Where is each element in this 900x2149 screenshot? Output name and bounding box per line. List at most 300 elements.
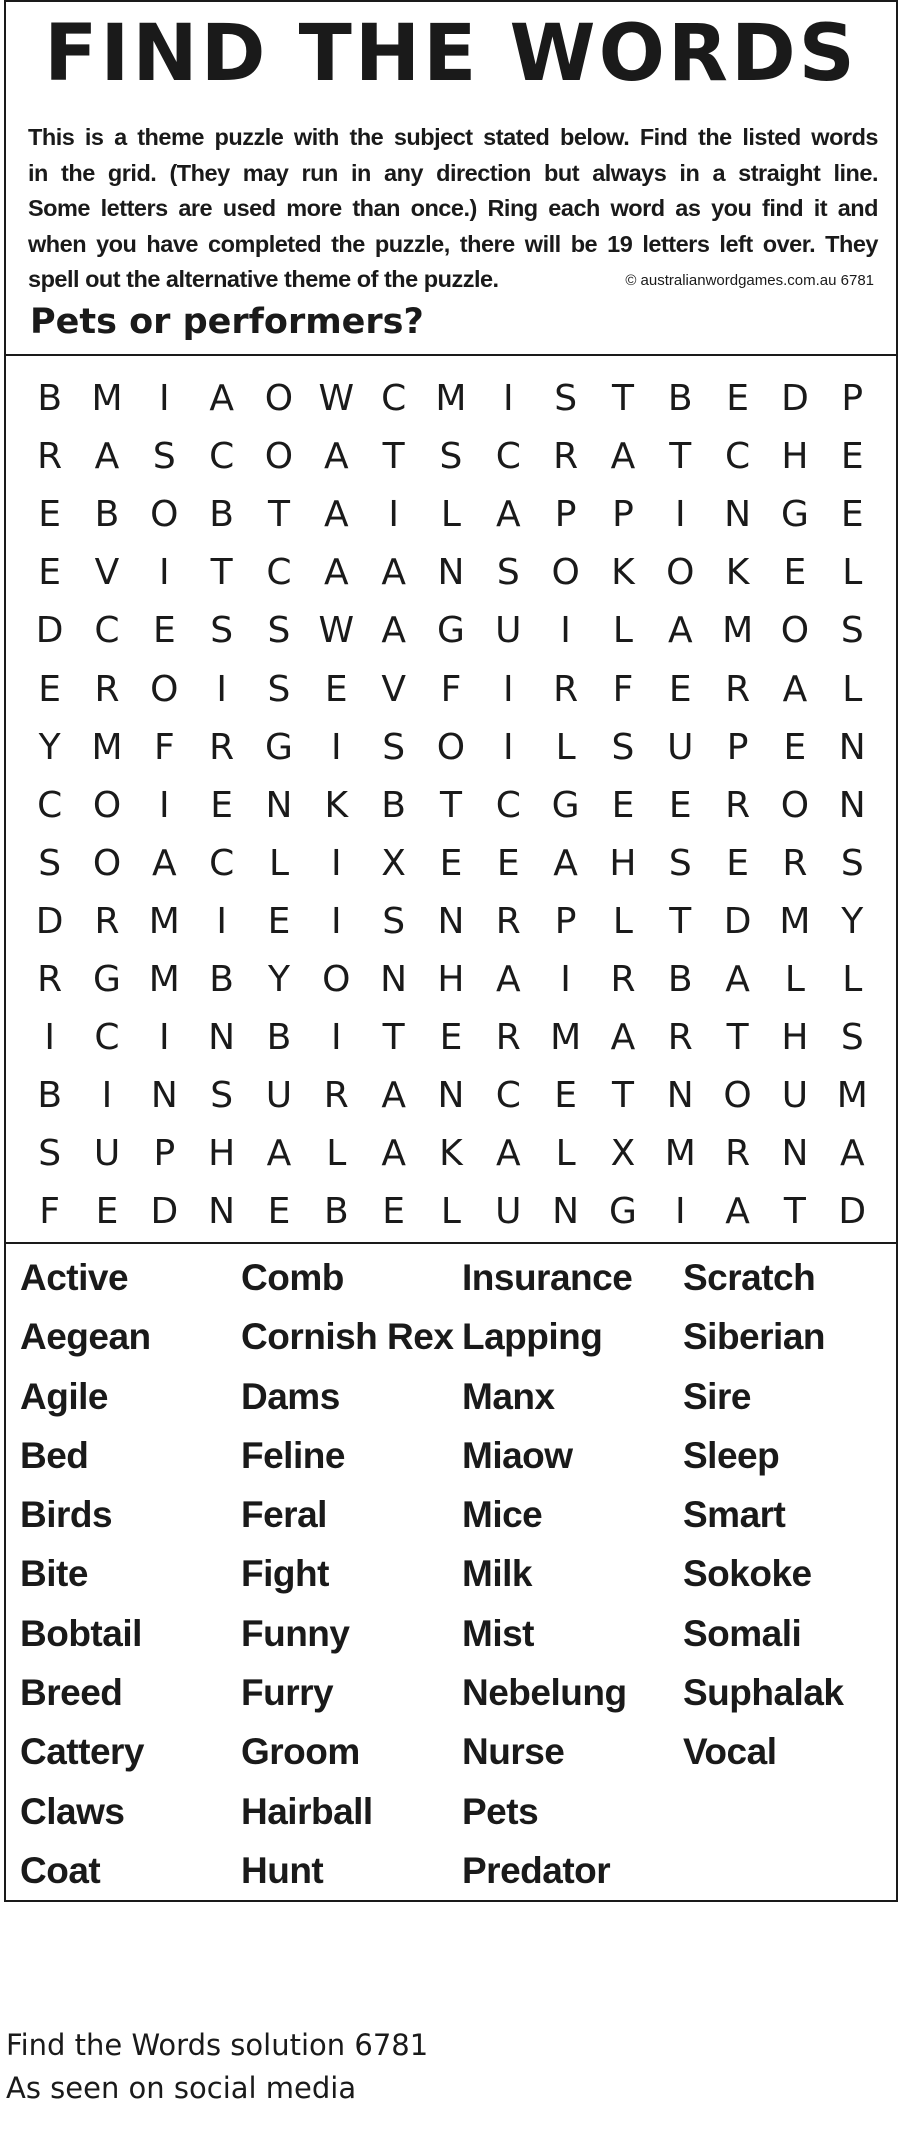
grid-letter[interactable]: A: [610, 1017, 636, 1059]
word-list-item: Smart: [683, 1494, 786, 1536]
instructions-line: Some letters are used more than once.) Ring each word as you find it and: [28, 195, 878, 221]
grid-letter[interactable]: C: [495, 436, 521, 478]
grid-letter[interactable]: W: [318, 378, 355, 419]
grid-letter[interactable]: X: [610, 1133, 636, 1175]
grid-letter[interactable]: A: [381, 610, 406, 652]
word-list-item: Agile: [20, 1375, 108, 1417]
grid-letter[interactable]: T: [611, 378, 634, 419]
word-list-item: Hairball: [241, 1790, 373, 1832]
grid-letter[interactable]: K: [611, 552, 635, 594]
grid-letter[interactable]: N: [781, 1133, 809, 1175]
grid-letter[interactable]: R: [725, 784, 751, 826]
grid-letter[interactable]: G: [93, 959, 121, 1000]
grid-letter[interactable]: S: [210, 1075, 234, 1117]
grid-letter[interactable]: A: [495, 494, 521, 536]
grid-letter[interactable]: U: [495, 610, 522, 652]
grid-letter[interactable]: L: [842, 552, 863, 594]
grid-letter[interactable]: I: [159, 1017, 170, 1059]
grid-letter[interactable]: T: [669, 436, 692, 478]
grid-letter[interactable]: I: [159, 378, 170, 419]
grid-letter[interactable]: H: [781, 1017, 809, 1059]
grid-letter[interactable]: E: [95, 1191, 119, 1233]
grid-letter[interactable]: P: [612, 494, 634, 536]
grid-letter[interactable]: S: [496, 552, 520, 594]
grid-letter[interactable]: R: [610, 959, 636, 1000]
grid-letter[interactable]: T: [439, 784, 462, 826]
grid-letter[interactable]: P: [554, 900, 577, 942]
grid-letter[interactable]: Y: [841, 900, 864, 942]
grid-letter[interactable]: E: [267, 900, 291, 942]
instructions-line: This is a theme puzzle with the subject stated below. Find the listed words: [28, 124, 878, 150]
grid-letter[interactable]: N: [265, 784, 293, 826]
grid-letter[interactable]: O: [92, 784, 122, 826]
grid-letter[interactable]: L: [326, 1133, 347, 1175]
grid-letter[interactable]: R: [37, 436, 63, 478]
word-list-item: Cattery: [20, 1731, 144, 1773]
grid-letter[interactable]: C: [381, 378, 407, 419]
grid-letter[interactable]: L: [555, 726, 576, 768]
grid-row: [21, 1183, 881, 1241]
word-list-item: Claws: [20, 1790, 125, 1832]
grid-letter[interactable]: S: [267, 668, 291, 710]
grid-letter[interactable]: N: [208, 1191, 236, 1233]
grid-letter[interactable]: L: [268, 842, 289, 884]
grid-letter[interactable]: H: [609, 842, 637, 884]
grid-letter[interactable]: I: [502, 668, 514, 710]
grid-letter[interactable]: A: [725, 959, 750, 1000]
word-column: [20, 1248, 240, 1900]
word-list-item: Insurance: [462, 1257, 633, 1298]
word-list-item: Mist: [462, 1612, 534, 1654]
grid-row: [21, 486, 881, 544]
grid-letter[interactable]: A: [381, 1133, 406, 1175]
grid-letter[interactable]: K: [725, 552, 750, 594]
word-list-item: Vocal: [683, 1731, 777, 1773]
grid-letter[interactable]: I: [330, 1017, 342, 1059]
grid-letter[interactable]: I: [330, 842, 342, 884]
grid-letter[interactable]: C: [94, 610, 120, 652]
puzzle-header: [6, 2, 896, 356]
word-list-item: Sokoke: [683, 1553, 812, 1595]
grid-letter[interactable]: S: [840, 842, 864, 884]
grid-letter[interactable]: S: [382, 726, 406, 768]
word-list-item: Lapping: [462, 1316, 603, 1358]
word-list-item: Pets: [462, 1790, 539, 1832]
grid-letter[interactable]: R: [667, 1017, 693, 1059]
grid-letter[interactable]: L: [612, 610, 633, 652]
instructions-line: in the grid. (They may run in any direction but always in a straight line.: [28, 159, 878, 186]
grid-letter[interactable]: L: [842, 959, 863, 1000]
grid-letter[interactable]: H: [208, 1133, 236, 1175]
grid-letter[interactable]: U: [265, 1075, 293, 1117]
word-list-item: Funny: [241, 1612, 350, 1654]
grid-letter[interactable]: I: [159, 784, 170, 826]
grid-letter[interactable]: R: [495, 1017, 521, 1059]
grid-letter[interactable]: V: [94, 552, 120, 594]
grid-letter[interactable]: M: [836, 1075, 868, 1117]
word-list-item: Hunt: [241, 1849, 324, 1891]
grid-letter[interactable]: N: [208, 1017, 236, 1059]
grid-letter[interactable]: M: [91, 378, 123, 419]
grid-letter[interactable]: C: [266, 552, 292, 594]
grid-letter[interactable]: O: [436, 726, 466, 768]
grid-letter[interactable]: T: [210, 552, 233, 594]
grid-letter[interactable]: N: [380, 959, 408, 1000]
grid-letter[interactable]: B: [667, 959, 693, 1000]
grid-letter[interactable]: S: [152, 436, 176, 478]
grid-letter[interactable]: M: [91, 726, 123, 768]
grid-letter[interactable]: G: [551, 784, 580, 826]
grid-letter[interactable]: L: [440, 1191, 461, 1233]
grid-letter[interactable]: I: [330, 900, 342, 942]
grid-letter[interactable]: E: [611, 784, 635, 826]
grid-letter[interactable]: L: [612, 900, 633, 942]
grid-letter[interactable]: U: [93, 1133, 121, 1175]
grid-letter[interactable]: C: [209, 436, 235, 478]
grid-letter[interactable]: L: [842, 668, 863, 710]
grid-letter[interactable]: P: [554, 494, 577, 536]
grid-letter[interactable]: F: [39, 1191, 61, 1233]
grid-letter[interactable]: S: [840, 1017, 864, 1059]
grid-letter[interactable]: C: [37, 784, 63, 826]
grid-letter[interactable]: U: [667, 726, 694, 768]
grid-letter[interactable]: A: [209, 378, 234, 419]
grid-letter[interactable]: C: [725, 436, 751, 478]
grid-letter[interactable]: F: [440, 668, 462, 710]
footer-solution-text: Find the Words solution 6781: [6, 2028, 429, 2062]
grid-letter[interactable]: D: [781, 378, 809, 419]
grid-letter[interactable]: S: [38, 842, 62, 884]
grid-letter[interactable]: W: [318, 610, 355, 652]
grid-letter[interactable]: O: [150, 668, 179, 710]
grid-row: [21, 835, 881, 893]
word-list-item: Suphalak: [683, 1672, 844, 1714]
grid-letter[interactable]: N: [437, 1075, 465, 1117]
word-list-item: Scratch: [683, 1257, 816, 1298]
word-list-item: Nebelung: [462, 1672, 627, 1714]
grid-row: [21, 428, 881, 486]
grid-letter[interactable]: O: [551, 552, 580, 594]
grid-letter[interactable]: I: [502, 726, 514, 768]
word-list-item: Bobtail: [20, 1612, 142, 1654]
grid-letter[interactable]: E: [38, 552, 62, 594]
word-list-item: Feral: [241, 1494, 327, 1536]
word-list-item: Cornish Rex: [241, 1316, 454, 1358]
grid-letter[interactable]: E: [324, 668, 348, 710]
grid-letter[interactable]: A: [495, 959, 521, 1000]
grid-row: [21, 777, 881, 835]
word-list-item: Sleep: [683, 1434, 780, 1476]
grid-letter[interactable]: I: [388, 494, 399, 536]
grid-letter[interactable]: T: [382, 1017, 405, 1059]
grid-letter[interactable]: G: [437, 610, 465, 652]
puzzle-subject: Pets or performers?: [30, 302, 424, 342]
grid-letter[interactable]: E: [726, 842, 749, 884]
grid-letter[interactable]: B: [323, 1191, 349, 1233]
grid-row: [21, 951, 881, 1009]
grid-letter[interactable]: A: [323, 436, 349, 478]
grid-letter[interactable]: P: [841, 378, 864, 419]
grid-letter[interactable]: O: [780, 610, 810, 652]
grid-letter[interactable]: T: [382, 436, 405, 478]
grid-letter[interactable]: U: [781, 1075, 809, 1117]
word-list: [6, 1244, 896, 1900]
grid-letter[interactable]: I: [560, 610, 571, 652]
grid-letter[interactable]: N: [838, 726, 866, 768]
grid-letter[interactable]: D: [35, 610, 64, 652]
grid-letter[interactable]: R: [553, 436, 579, 478]
grid-letter[interactable]: E: [783, 726, 807, 768]
grid-letter[interactable]: E: [783, 552, 807, 594]
grid-letter[interactable]: S: [840, 610, 864, 652]
footer-source-text: As seen on social media: [6, 2071, 357, 2105]
grid-letter[interactable]: R: [94, 668, 120, 710]
grid-letter[interactable]: C: [209, 842, 235, 884]
grid-letter[interactable]: D: [35, 900, 64, 942]
grid-letter[interactable]: B: [37, 1075, 63, 1117]
grid-letter[interactable]: T: [267, 494, 290, 536]
grid-letter[interactable]: S: [439, 436, 463, 478]
grid-letter[interactable]: I: [101, 1075, 113, 1117]
word-list-item: Manx: [462, 1375, 555, 1417]
grid-letter[interactable]: A: [266, 1133, 292, 1175]
grid-letter[interactable]: C: [495, 1075, 521, 1117]
grid-letter[interactable]: R: [323, 1075, 349, 1117]
grid-letter[interactable]: P: [153, 1133, 176, 1175]
grid-letter[interactable]: M: [148, 959, 180, 1000]
grid-letter[interactable]: A: [381, 552, 406, 594]
grid-letter[interactable]: I: [560, 959, 571, 1000]
word-list-item: Sire: [683, 1375, 751, 1417]
grid-letter[interactable]: S: [38, 1133, 62, 1175]
grid-letter[interactable]: I: [674, 494, 686, 536]
grid-letter[interactable]: E: [840, 436, 864, 478]
instructions-line: when you have completed the puzzle, there will be 19 letters left over. They: [28, 230, 878, 257]
word-list-item: Somali: [683, 1612, 802, 1654]
grid-row: [21, 370, 881, 428]
grid-letter[interactable]: O: [264, 378, 294, 419]
grid-letter[interactable]: I: [674, 1191, 686, 1233]
grid-letter[interactable]: X: [381, 842, 406, 884]
grid-letter[interactable]: N: [150, 1075, 178, 1117]
grid-letter[interactable]: V: [381, 668, 406, 710]
word-list-item: Predator: [462, 1849, 611, 1891]
grid-letter[interactable]: B: [209, 494, 234, 536]
grid-letter[interactable]: E: [840, 494, 864, 536]
word-list-item: Coat: [20, 1849, 101, 1891]
word-list-item: Nurse: [462, 1731, 565, 1773]
grid-letter[interactable]: M: [435, 378, 467, 419]
grid-letter[interactable]: A: [495, 1133, 521, 1175]
grid-row: [21, 544, 881, 602]
word-column: [683, 1248, 900, 1782]
grid-letter[interactable]: I: [216, 668, 227, 710]
grid-letter[interactable]: S: [611, 726, 635, 768]
grid-letter[interactable]: E: [668, 668, 692, 710]
grid-letter[interactable]: N: [437, 900, 465, 942]
grid-letter[interactable]: M: [148, 900, 180, 942]
grid-letter[interactable]: R: [37, 959, 63, 1000]
grid-letter[interactable]: M: [664, 1133, 696, 1175]
word-list-item: Breed: [20, 1672, 123, 1714]
grid-letter[interactable]: E: [668, 784, 692, 826]
grid-letter[interactable]: R: [725, 668, 751, 710]
grid-letter[interactable]: A: [381, 1075, 406, 1117]
grid-letter[interactable]: E: [439, 842, 463, 884]
word-column: [462, 1248, 682, 1900]
grid-letter[interactable]: A: [839, 1133, 865, 1175]
grid-letter[interactable]: A: [610, 436, 636, 478]
grid-letter[interactable]: N: [666, 1075, 694, 1117]
grid-letter[interactable]: O: [264, 436, 294, 478]
grid-letter[interactable]: T: [726, 1017, 749, 1059]
word-list-item: Siberian: [683, 1316, 825, 1358]
grid-letter[interactable]: T: [783, 1191, 806, 1233]
grid-letter[interactable]: R: [725, 1133, 751, 1175]
grid-letter[interactable]: I: [159, 552, 170, 594]
grid-letter[interactable]: L: [440, 494, 461, 536]
instructions-line: spell out the alternative theme of the puzzle.: [28, 266, 499, 292]
grid-letter[interactable]: O: [322, 959, 351, 1000]
word-list-item: Furry: [241, 1672, 334, 1714]
word-list-item: Comb: [241, 1257, 344, 1298]
grid-letter[interactable]: N: [552, 1191, 580, 1233]
grid-letter[interactable]: S: [668, 842, 692, 884]
grid-letter[interactable]: O: [723, 1075, 752, 1117]
grid-letter[interactable]: F: [153, 726, 175, 768]
grid-letter[interactable]: E: [267, 1191, 291, 1233]
word-list-item: Bed: [20, 1434, 89, 1476]
grid-letter[interactable]: G: [265, 726, 293, 768]
grid-letter[interactable]: I: [216, 900, 227, 942]
grid-letter[interactable]: R: [553, 668, 579, 710]
copyright-credit: © australianwordgames.com.au 6781: [625, 272, 874, 289]
grid-letter[interactable]: S: [210, 610, 234, 652]
grid-letter[interactable]: T: [669, 900, 692, 942]
word-list-item: Active: [20, 1257, 129, 1298]
grid-row: [21, 661, 881, 719]
grid-letter[interactable]: A: [323, 552, 349, 594]
grid-letter[interactable]: F: [612, 668, 634, 710]
grid-letter[interactable]: I: [502, 378, 514, 419]
word-list-item: Feline: [241, 1434, 345, 1476]
grid-letter[interactable]: S: [382, 900, 406, 942]
grid-letter[interactable]: M: [550, 1017, 582, 1059]
grid-letter[interactable]: O: [780, 784, 810, 826]
puzzle-frame: [4, 0, 898, 1902]
word-list-item: Fight: [241, 1553, 329, 1595]
grid-letter[interactable]: E: [726, 378, 749, 419]
grid-letter[interactable]: E: [210, 784, 234, 826]
grid-letter[interactable]: B: [266, 1017, 292, 1059]
grid-row: [21, 1067, 881, 1125]
grid-letter[interactable]: R: [782, 842, 808, 884]
word-list-item: Bite: [20, 1553, 88, 1595]
grid-letter[interactable]: K: [324, 784, 349, 826]
grid-letter[interactable]: A: [667, 610, 693, 652]
grid-row: [21, 893, 881, 951]
grid-letter[interactable]: A: [553, 842, 578, 884]
grid-letter[interactable]: L: [555, 1133, 576, 1175]
grid-letter[interactable]: N: [437, 552, 465, 594]
grid-letter[interactable]: D: [838, 1191, 867, 1233]
grid-letter[interactable]: A: [94, 436, 120, 478]
grid-letter[interactable]: Y: [38, 726, 61, 768]
grid-letter[interactable]: B: [94, 494, 120, 536]
grid-letter[interactable]: E: [38, 494, 62, 536]
grid-letter[interactable]: H: [437, 959, 465, 1000]
grid-letter[interactable]: R: [94, 900, 120, 942]
grid-letter[interactable]: M: [779, 900, 811, 942]
word-list-item: Birds: [20, 1494, 113, 1536]
word-list-item: Aegean: [20, 1316, 151, 1358]
grid-letter[interactable]: A: [782, 668, 808, 710]
word-list-item: Milk: [462, 1553, 532, 1595]
grid-letter[interactable]: C: [94, 1017, 120, 1059]
grid-letter[interactable]: A: [323, 494, 349, 536]
grid-letter[interactable]: A: [152, 842, 177, 884]
grid-letter[interactable]: L: [784, 959, 805, 1000]
grid-letter[interactable]: A: [725, 1191, 750, 1233]
grid-letter[interactable]: O: [666, 552, 695, 594]
word-list-item: Dams: [241, 1375, 340, 1417]
grid-letter[interactable]: E: [554, 1075, 577, 1117]
grid-letter[interactable]: H: [781, 436, 809, 478]
grid-letter[interactable]: U: [495, 1191, 522, 1233]
grid-letter[interactable]: R: [495, 900, 521, 942]
grid-letter[interactable]: B: [381, 784, 406, 826]
grid-letter[interactable]: E: [439, 1017, 463, 1059]
grid-letter[interactable]: K: [439, 1133, 463, 1175]
grid-letter[interactable]: B: [209, 959, 234, 1000]
word-list-item: Miaow: [462, 1434, 573, 1476]
grid-letter[interactable]: E: [38, 668, 62, 710]
grid-letter[interactable]: N: [838, 784, 866, 826]
grid-letter[interactable]: N: [724, 494, 752, 536]
grid-letter[interactable]: B: [37, 378, 63, 419]
grid-letter[interactable]: O: [92, 842, 122, 884]
grid-letter[interactable]: I: [330, 726, 342, 768]
grid-letter[interactable]: G: [608, 1191, 637, 1233]
grid-letter[interactable]: S: [554, 378, 578, 419]
grid-row: [21, 1009, 881, 1067]
grid-letter[interactable]: P: [726, 726, 749, 768]
letter-grid: [6, 356, 896, 1244]
instructions: [28, 120, 878, 298]
grid-letter[interactable]: E: [152, 610, 176, 652]
grid-letter[interactable]: T: [611, 1075, 634, 1117]
word-list-item: Groom: [241, 1731, 360, 1773]
grid-letter[interactable]: S: [267, 610, 291, 652]
grid-row: [21, 719, 881, 777]
word-list-item: Mice: [462, 1494, 543, 1536]
grid-letter[interactable]: R: [209, 726, 235, 768]
grid-letter[interactable]: G: [780, 494, 809, 536]
grid-letter[interactable]: C: [495, 784, 521, 826]
grid-letter[interactable]: B: [667, 378, 693, 419]
grid-letter[interactable]: E: [382, 1191, 405, 1233]
grid-letter[interactable]: O: [150, 494, 179, 536]
footer: [6, 2024, 428, 2110]
grid-letter[interactable]: E: [496, 842, 520, 884]
grid-row: [21, 1125, 881, 1183]
grid-row: [21, 602, 881, 660]
grid-letter[interactable]: I: [44, 1017, 55, 1059]
grid-letter[interactable]: D: [150, 1191, 179, 1233]
grid-letter[interactable]: M: [722, 610, 754, 652]
grid-letter[interactable]: Y: [267, 959, 290, 1000]
grid-letter[interactable]: D: [723, 900, 752, 942]
